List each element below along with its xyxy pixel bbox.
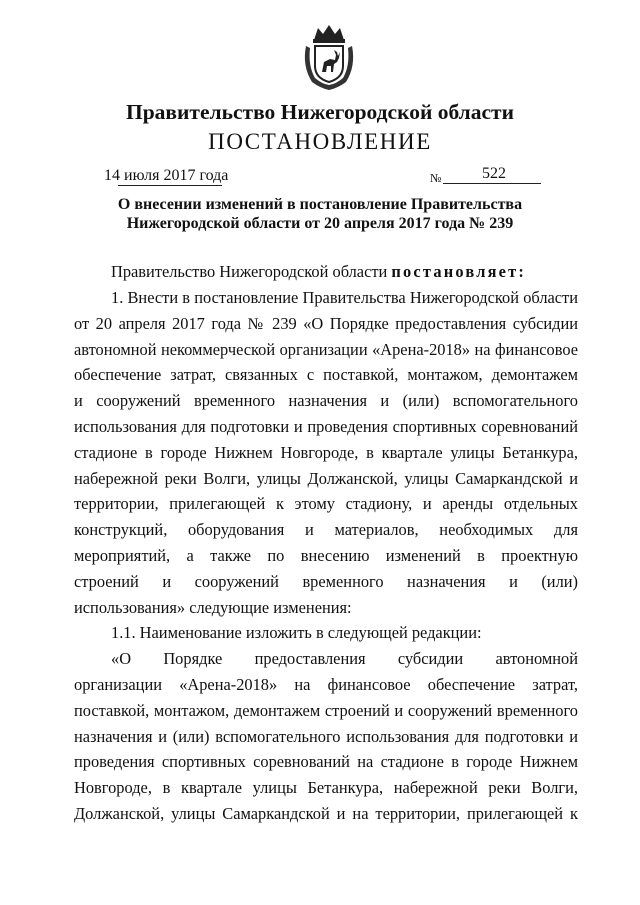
text-line: 1.1. Наименование изложить в следующей редакции: [111, 623, 482, 643]
text-line: автономной некоммерческой организации «Арена-2018» на финансовое [74, 339, 578, 359]
text-line: поставкой, монтажом, демонтажем строений и сооружений временного [74, 700, 578, 720]
text-line: мероприятий, а также по внесению изменений в проектную [74, 545, 578, 565]
text-line: «О Порядке предоставления субсидии автономной [111, 649, 578, 669]
organization-title: Правительство Нижегородской области [126, 100, 514, 124]
coat-of-arms-icon [300, 22, 358, 92]
number-underline [443, 183, 541, 184]
document-date: 14 июля 2017 года [104, 167, 229, 184]
text-line: использования для подготовки и проведения спортивных соревнований [74, 416, 578, 436]
document-subject [0, 195, 640, 233]
date-underline [118, 185, 222, 186]
text-line: от 20 апреля 2017 года № 239 «О Порядке предоставления субсидии [74, 313, 578, 333]
intro-text: Правительство Нижегородской области [111, 262, 392, 281]
text-line: обеспечение затрат, связанных с поставкой, монтажом, демонтажем [74, 365, 578, 385]
text-line: строений и сооружений временного назначения и (или) [74, 571, 578, 591]
document-type: ПОСТАНОВЛЕНИЕ [208, 129, 432, 154]
text-line: и сооружений временного назначения и (или) вспомогательного [74, 391, 578, 411]
text-line: организации «Арена-2018» на финансовое обеспечение затрат, [74, 674, 578, 694]
body-text [74, 285, 578, 827]
text-line: конструкций, оборудования и материалов, необходимых для [74, 520, 578, 540]
number-label: № [430, 171, 442, 185]
text-line: 1. Внести в постановление Правительства Нижегородской области [111, 288, 578, 307]
text-line: Новгороде, в квартале улицы Бетанкура, набережной реки Волги, [74, 778, 578, 798]
text-line: Должанской, улицы Самаркандской и на территории, прилегающей к [74, 803, 578, 823]
subject-line: О внесении изменений в постановление Правительства [117, 196, 523, 213]
intro-keyword: постановляет: [391, 262, 527, 281]
text-line: набережной реки Волги, улицы Должанской, улицы Самаркандской и [74, 468, 578, 488]
text-line: назначения и (или) вспомогательного использования для подготовки и [74, 726, 578, 746]
text-line: стадионе в городе Нижнем Новгороде, в квартале улицы Бетанкура, [74, 442, 578, 462]
text-line: проведения спортивных соревнований на стадионе в городе Нижнем [74, 752, 578, 772]
subject-line: Нижегородской области от 20 апреля 2017 года № 239 [126, 215, 514, 232]
document-number: 522 [482, 165, 506, 182]
intro-paragraph [74, 259, 578, 285]
text-line: использования» следующие изменения: [74, 597, 352, 617]
text-line: территории, прилегающей к этому стадиону, и аренды отдельных [74, 494, 578, 514]
